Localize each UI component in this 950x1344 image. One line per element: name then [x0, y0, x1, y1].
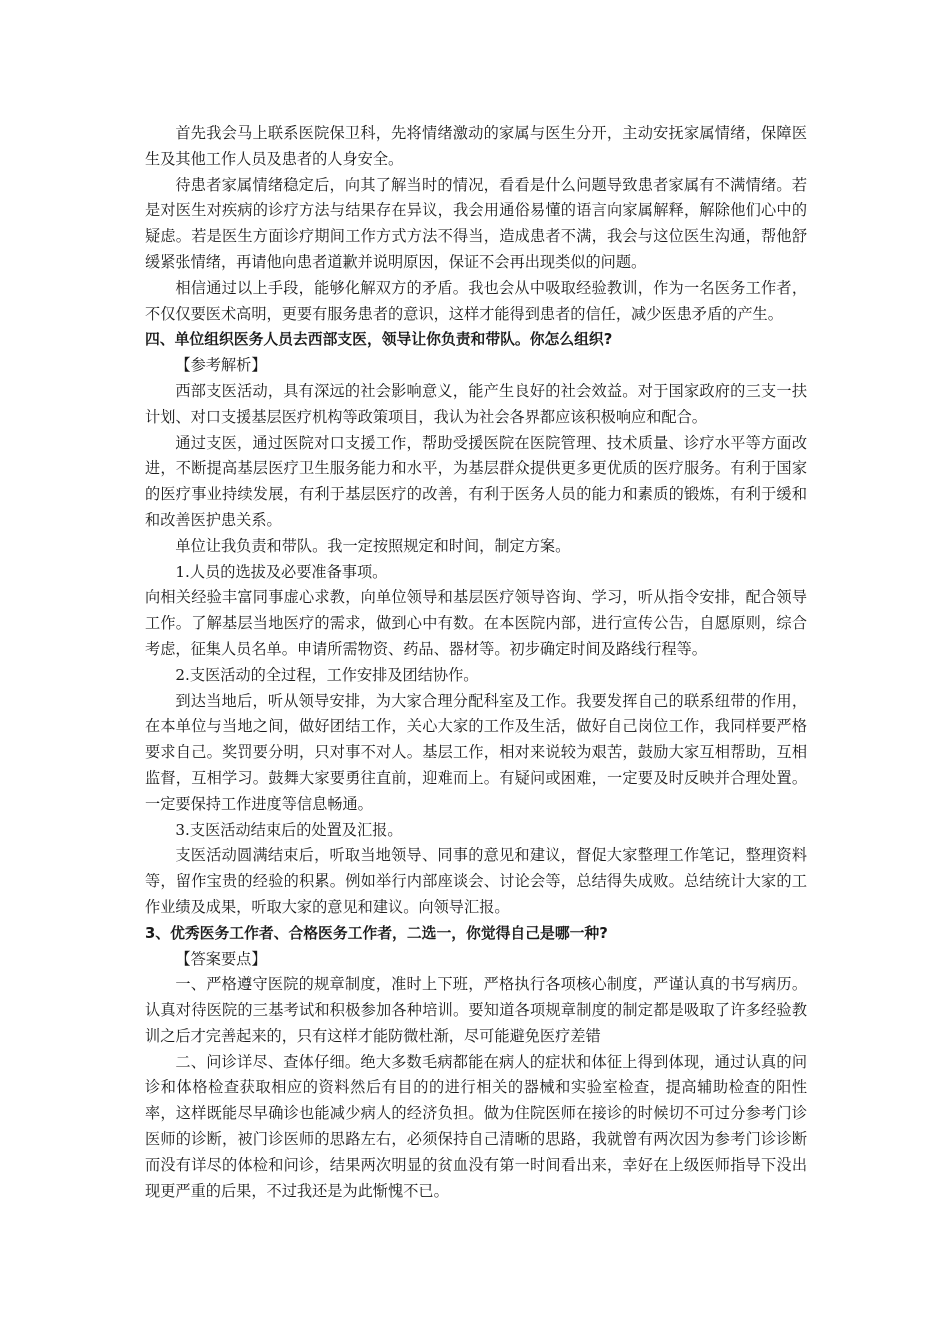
section-heading-western-aid: 四、单位组织医务人员去西部支医，领导让你负责和带队。你怎么组织?	[145, 331, 613, 349]
subheading-reference-analysis: 【参考解析】	[175, 356, 267, 375]
subheading-answer-points: 【答案要点】	[175, 949, 267, 968]
paragraph-aid-benefits: 通过支医，通过医院对口支援工作，帮助受援医院在医院管理、技术质量、诊疗水平等方面改进，不断提高基层医疗卫生服务能力和水平，为基层群众提供更多更优质的医疗服务。有利于国家的医疗事业持续发展，有利于基层医疗的改善，有利于医务人员的能力和素质的锻炼，有利于缓和和改善医护患关系。	[145, 433, 807, 529]
paragraph-point-one: 一、严格遵守医院的规章制度，准时上下班，严格执行各项核心制度，严谨认真的书写病历。认真对待医院的三基考试和积极参加各种培训。要知道各项规章制度的制定都是吸取了许多经验教训之后才完善起来的，只有这样才能防微杜渐，尽可能避免医疗差错	[145, 975, 807, 1045]
list-item-3-report: 3.支医活动结束后的处置及汇报。	[175, 820, 403, 839]
list-item-2-process: 2.支医活动的全过程，工作安排及团结协作。	[175, 665, 479, 684]
paragraph-report-details: 支医活动圆满结束后，听取当地领导、同事的意见和建议，督促大家整理工作笔记，整理资料等，留作宝贵的经验的积累。例如举行内部座谈会、讨论会等，总结得失成败。总结统计大家的工作业绩及成果，听取大家的意见和建议。向领导汇报。	[145, 846, 807, 916]
paragraph-security: 首先我会马上联系医院保卫科，先将情绪激动的家属与医生分开，主动安抚家属情绪，保障医生及其他工作人员及患者的人身安全。	[145, 124, 807, 168]
paragraph-selection-details: 向相关经验丰富同事虚心求教，向单位领导和基层医疗领导咨询、学习，听从指令安排，配合领导工作。了解基层当地医疗的需求，做到心中有数。在本医院内部，进行宣传公告，自愿原则，综合考虑，征集人员名单。申请所需物资、药品、器材等。初步确定时间及路线行程等。	[145, 588, 807, 658]
paragraph-understand-situation: 待患者家属情绪稳定后，向其了解当时的情况，看看是什么问题导致患者家属有不满情绪。若是对医生对疾病的诊疗方法与结果存在异议，我会用通俗易懂的语言向家属解释，解除他们心中的疑虑。若是医生方面诊疗期间工作方式方法不得当，造成患者不满，我会与这位医生沟通，帮他舒缓紧张情绪，再请他向患者道歉并说明原因，保证不会再出现类似的问题。	[145, 175, 807, 271]
list-item-1-selection: 1.人员的选拔及必要准备事项。	[175, 562, 388, 581]
paragraph-resolve-conflict: 相信通过以上手段，能够化解双方的矛盾。我也会从中吸取经验教训，作为一名医务工作者，不仅仅要医术高明，更要有服务患者的意识，这样才能得到患者的信任，减少医患矛盾的产生。	[145, 278, 807, 323]
document-body	[145, 121, 807, 1204]
paragraph-western-aid-significance: 西部支医活动，具有深远的社会影响意义，能产生良好的社会效益。对于国家政府的三支一扶计划、对口支援基层医疗机构等政策项目，我认为社会各界都应该积极响应和配合。	[145, 381, 807, 426]
paragraph-process-details: 到达当地后，听从领导安排，为大家合理分配科室及工作。我要发挥自己的联系纽带的作用，在本单位与当地之间，做好团结工作，关心大家的工作及生活，做好自己岗位工作，我同样要严格要求自己。奖罚要分明，只对事不对人。基层工作，相对来说较为艰苦，鼓励大家互相帮助，互相监督，互相学习。鼓舞大家要勇往直前，迎难而上。有疑问或困难，一定要及时反映并合理处置。一定要保持工作进度等信息畅通。	[145, 691, 807, 813]
paragraph-lead-team: 单位让我负责和带队。我一定按照规定和时间，制定方案。	[175, 536, 571, 555]
section-heading-excellent-worker: 3、优秀医务工作者、合格医务工作者，二选一，你觉得自己是哪一种?	[145, 924, 608, 942]
paragraph-point-two: 二、问诊详尽、查体仔细。绝大多数毛病都能在病人的症状和体征上得到体现，通过认真的问诊和体格检查获取相应的资料然后有目的的进行相关的器械和实验室检查，提高辅助检查的阳性率，这样既能尽早确诊也能减少病人的经济负担。做为住院医师在接诊的时候切不可过分参考门诊医师的诊断，被门诊医师的思路左右，必须保持自己清晰的思路，我就曾有两次因为参考门诊诊断而没有详尽的体检和问诊，结果两次明显的贫血没有第一时间看出来，幸好在上级医师指导下没出现更严重的后果，不过我还是为此惭愧不已。	[145, 1052, 807, 1200]
